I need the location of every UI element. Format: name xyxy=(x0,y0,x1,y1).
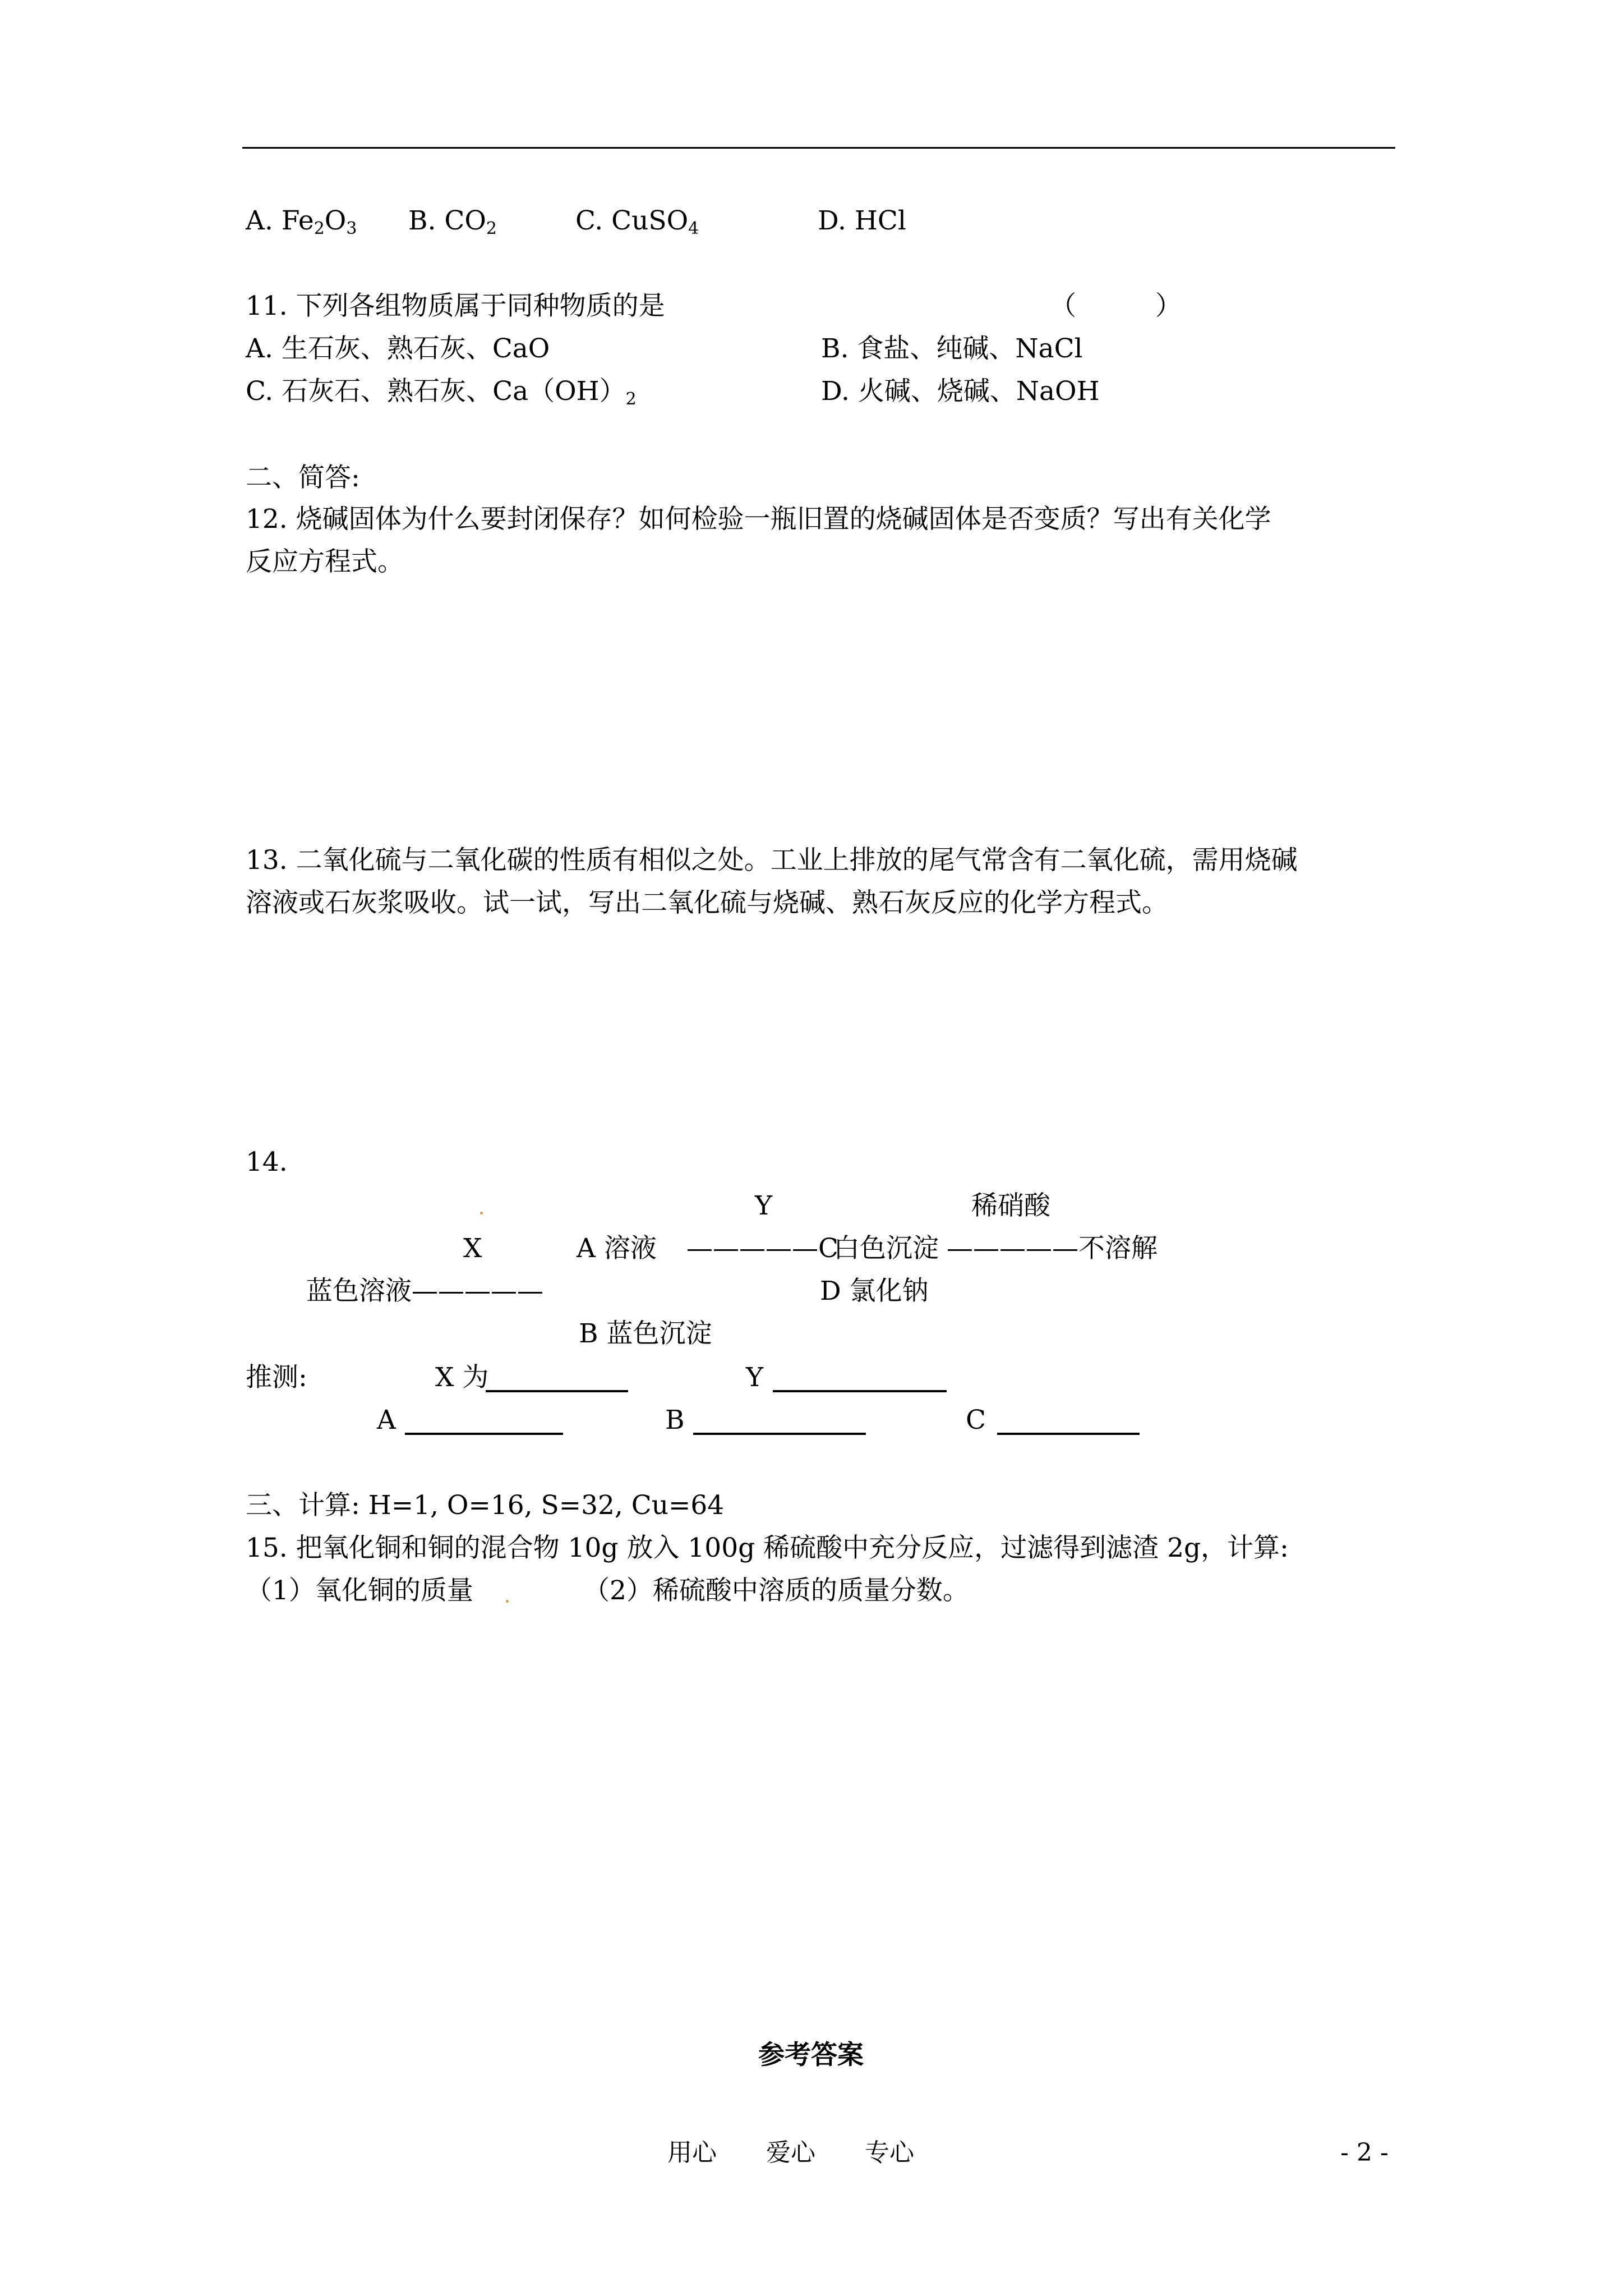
q14-arrow-c: —————C xyxy=(686,1233,838,1264)
q10-option-a: A. $Fe_2O_3$ xyxy=(246,205,357,238)
q14-b: B xyxy=(665,1405,685,1435)
q14-x-blank xyxy=(486,1390,628,1392)
page-number: - 2 - xyxy=(1340,2138,1389,2167)
q14-c: C xyxy=(966,1405,986,1435)
q14-c-blank xyxy=(997,1433,1140,1435)
q14-y-label: Y xyxy=(755,1190,773,1221)
footer-motto-3: 专心 xyxy=(865,2138,914,2167)
q11-option-c: C. 石灰石、熟石灰、$Ca(OH)_2$ xyxy=(246,376,637,409)
q14-a-blank xyxy=(405,1433,563,1435)
q13-line1: 13. 二氧化硫与二氧化碳的性质有相似之处。工业上排放的尾气常含有二氧化硫，需用烧碱 xyxy=(246,845,1298,876)
q14-white-precipitate: 白色沉淀 xyxy=(833,1233,939,1264)
q11-option-b: B. 食盐、纯碱、NaCl xyxy=(821,333,1083,364)
q15-part1: （1）氧化铜的质量 xyxy=(246,1575,473,1606)
footer-motto-2: 爱心 xyxy=(766,2138,815,2167)
q14-number: 14. xyxy=(246,1147,288,1177)
section2-title: 二、简答: xyxy=(246,462,360,493)
header-rule xyxy=(242,147,1395,149)
stray-dot xyxy=(480,1212,483,1214)
q11-option-a: A. 生石灰、熟石灰、CaO xyxy=(246,333,550,364)
q15-part2: （2）稀硫酸中溶质的质量分数。 xyxy=(583,1575,969,1606)
section3-title: 三、计算: H=1, O=16, S=32, Cu=64 xyxy=(246,1490,725,1521)
q14-b-precipitate: B 蓝色沉淀 xyxy=(579,1318,712,1349)
q10-option-c: C. CuSO$_4$ xyxy=(575,205,699,238)
q14-infer-label: 推测: xyxy=(246,1362,307,1393)
footer-motto-1: 用心 xyxy=(667,2138,717,2167)
q13-line2: 溶液或石灰浆吸收。试一试，写出二氧化硫与烧碱、熟石灰反应的化学方程式。 xyxy=(246,887,1168,918)
q12-line2: 反应方程式。 xyxy=(246,546,404,577)
q10-option-d: D. HCl xyxy=(818,205,906,236)
answer-heading: 参考答案 xyxy=(758,2040,864,2070)
q14-acid-label: 稀硝酸 xyxy=(971,1190,1050,1221)
q14-x-label: X xyxy=(463,1233,482,1264)
q11-stem: 11. 下列各组物质属于同种物质的是 xyxy=(246,291,665,321)
q10-option-b: B. $CO_2$ xyxy=(408,205,497,238)
q11-answer-paren: （ ） xyxy=(1050,291,1182,321)
q14-a: A xyxy=(377,1405,396,1435)
q14-arrow-insoluble: —————不溶解 xyxy=(947,1233,1158,1264)
q14-blue-solution: 蓝色溶液————— xyxy=(306,1276,543,1306)
q14-a-solution: A 溶液 xyxy=(577,1233,657,1264)
q14-b-blank xyxy=(693,1433,866,1435)
q15-line1: 15. 把氧化铜和铜的混合物 10g 放入 100g 稀硫酸中充分反应，过滤得到滤渣 2g，计算: xyxy=(246,1533,1289,1563)
q14-d-nacl: D 氯化钠 xyxy=(820,1276,929,1306)
q14-x-is: X 为 xyxy=(435,1362,489,1393)
q11-option-d: D. 火碱、烧碱、NaOH xyxy=(821,376,1100,407)
q12-line1: 12. 烧碱固体为什么要封闭保存？如何检验一瓶旧置的烧碱固体是否变质？写出有关化学 xyxy=(246,504,1271,535)
q14-y-blank xyxy=(773,1390,947,1392)
stray-dot xyxy=(506,1600,509,1603)
q14-y: Y xyxy=(746,1362,764,1393)
